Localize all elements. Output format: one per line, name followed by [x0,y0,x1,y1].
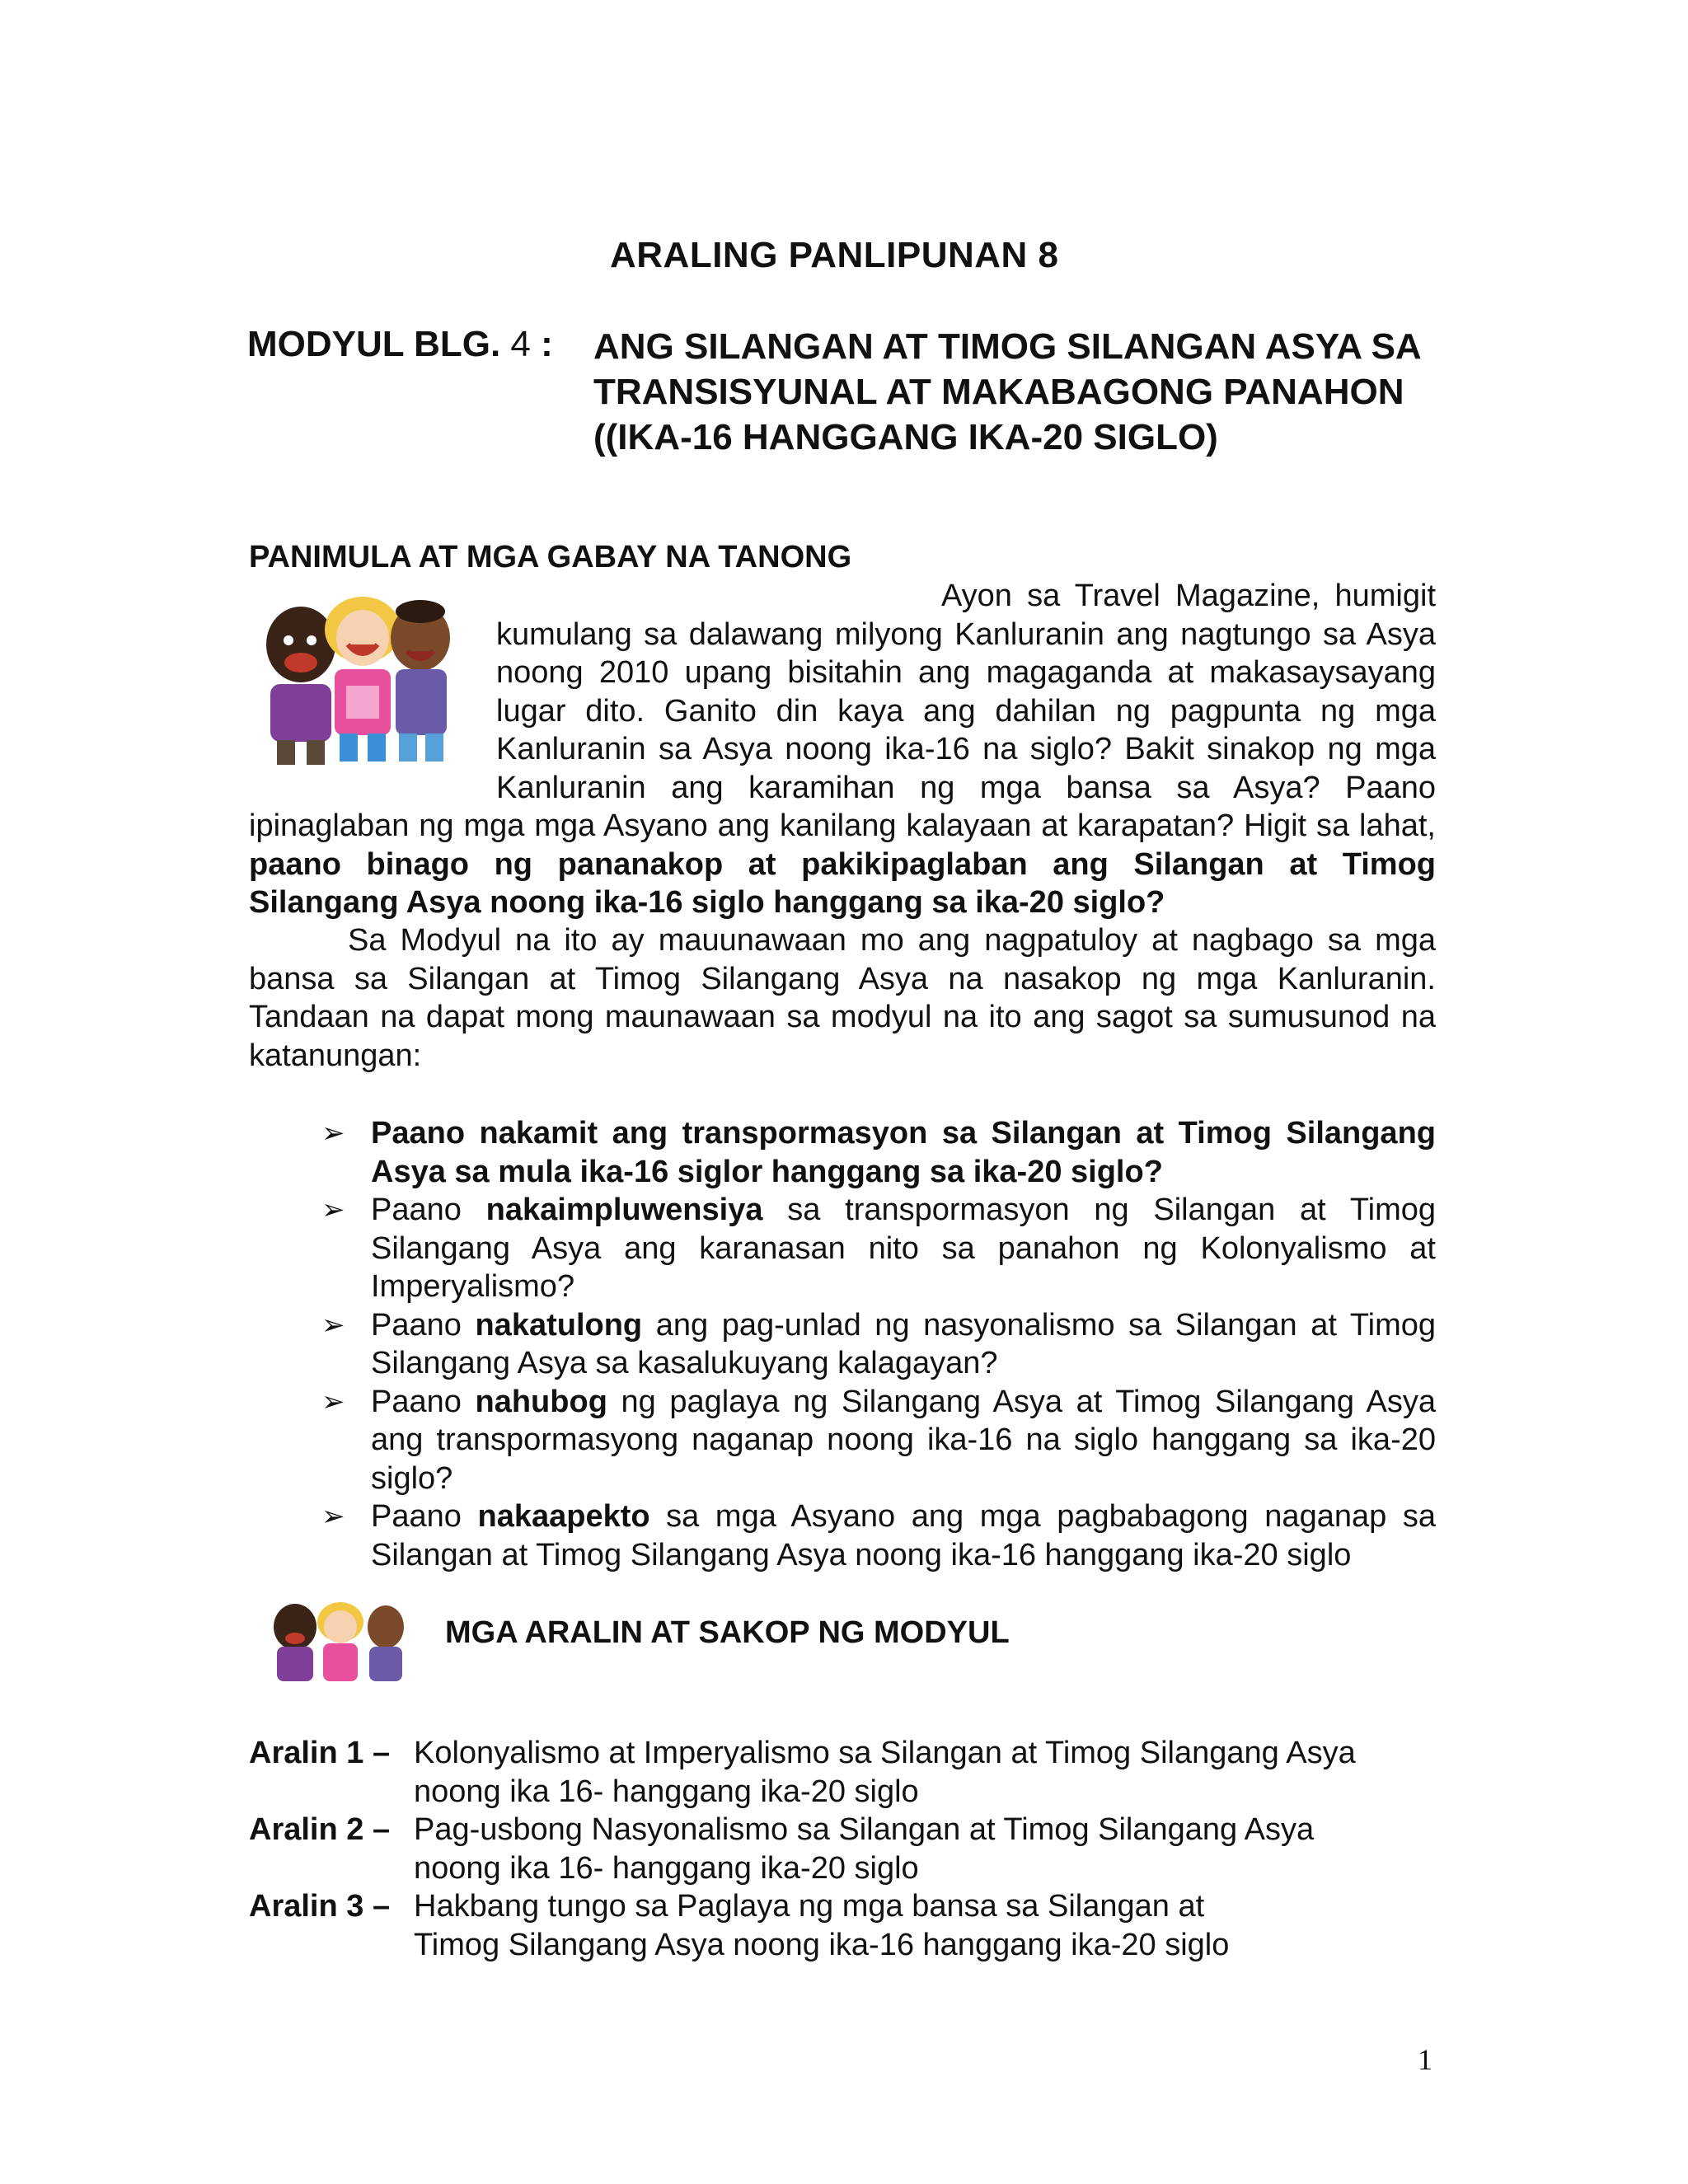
intro-paragraph-2 [249,921,1436,1075]
page-number: 1 [1418,2043,1432,2076]
list-item [249,1887,1485,1964]
image-float-spacer [249,577,496,799]
list-item: ➢ Paano nakaapekto sa mga Asyano ang mga pagbabagong naganap sa Silangan at Timog Silangang Asya noong ika-16 hanggang ika-20 siglo [321,1499,1436,1572]
lesson-line: noong ika 16- hanggang ika-20 siglo [414,1850,919,1886]
module-title: ANG SILANGAN AT TIMOG SILANGAN ASYA SA TRANSISYUNAL AT MAKABAGONG PANAHON ((IKA-16 HANGGANG IKA-20 SIGLO) [593,326,1421,457]
lesson-line: Hakbang tungo sa Paglaya ng mga bansa sa Silangan at [414,1889,1205,1924]
lesson-line: noong ika 16- hanggang ika-20 siglo [414,1774,919,1809]
children-small-illustration-icon [262,1597,419,1688]
list-item [249,1734,1485,1811]
page-title: ARALING PANLIPUNAN 8 [610,235,1059,275]
lesson-label: Aralin 2 – [249,1812,391,1847]
lesson-label: Aralin 3 – [249,1889,391,1924]
arrow-bullet-icon: ➢ [321,1309,345,1341]
module-number: 4 [510,324,531,364]
intro-text: Ayon sa Travel Magazine, humigit kumulang sa dalawang milyong Kanluranin ang nagtungo sa Asya noong 2010 upang bisitahin ang magaganda at makasaysayang lugar dito. Ganito din kaya ang dahilan ng pagpunta ng mga Kanluranin sa Asya noong ika-16 na siglo? Bakit sinakop ng mga Kanluranin ang karamihan ng mga bansa sa Asya? Paano ipinaglaban ng mga mga Asyano ang kanilang kalayaan at karapatan? Higit sa lahat, [249,579,1436,843]
lessons-heading: MGA ARALIN AT SAKOP NG MODYUL [445,1615,1010,1650]
guide-questions-list [321,1114,1436,1574]
list-item: ➢ Paano nahubog ng paglaya ng Silangang Asya at Timog Silangang Asya ang transpormasyong naganap noong ika-16 na siglo hanggang sa ika-20 siglo? [321,1384,1436,1496]
list-item: ➢ Paano nakaimpluwensiya sa transpormasyon ng Silangan at Timog Silangang Asya ang karanasan nito sa panahon ng Kolonyalismo at Imperyalismo? [321,1193,1436,1304]
module-colon: : [541,324,553,364]
intro-key-question: paano binago ng pananakop at pakikipaglaban ang Silangan at Timog Silangang Asya noong ika-16 siglo hanggang sa ika-20 siglo? [249,846,1436,920]
list-item: ➢ Paano nakamit ang transpormasyon sa Silangan at Timog Silangang Asya sa mula ika-16 siglor hanggang sa ika-20 siglo? [321,1116,1436,1189]
lesson-line: Kolonyalismo at Imperyalismo sa Silangan at Timog Silangang Asya [414,1736,1356,1770]
module-label-text: MODYUL BLG. [247,324,501,364]
list-item [249,1811,1485,1887]
intro-text-2: Sa Modyul na ito ay mauunawaan mo ang nagpatuloy at nagbago sa mga bansa sa Silangan at Timog Silangang Asya na nasakop ng mga Kanluranin. Tandaan na dapat mong maunawaan sa modyul na ito ang sagot sa sumusunod na katanungan: [249,923,1436,1073]
lesson-line: Timog Silangang Asya noong ika-16 hanggang ika-20 siglo [414,1927,1230,1962]
arrow-bullet-icon: ➢ [321,1118,345,1149]
arrow-bullet-icon: ➢ [321,1501,345,1532]
arrow-bullet-icon: ➢ [321,1194,345,1226]
lesson-line: Pag-usbong Nasyonalismo sa Silangan at Timog Silangang Asya [414,1812,1315,1847]
arrow-bullet-icon: ➢ [321,1385,345,1418]
intro-paragraph [249,577,1436,922]
lessons-list [249,1734,1485,1964]
lesson-label: Aralin 1 – [249,1736,391,1770]
list-item: ➢ Paano nakatulong ang pag-unlad ng nasyonalismo sa Silangan at Timog Silangang Asya sa kasalukuyang kalagayan? [321,1307,1436,1380]
intro-heading: PANIMULA AT MGA GABAY NA TANONG [249,540,852,574]
module-label [247,324,553,365]
